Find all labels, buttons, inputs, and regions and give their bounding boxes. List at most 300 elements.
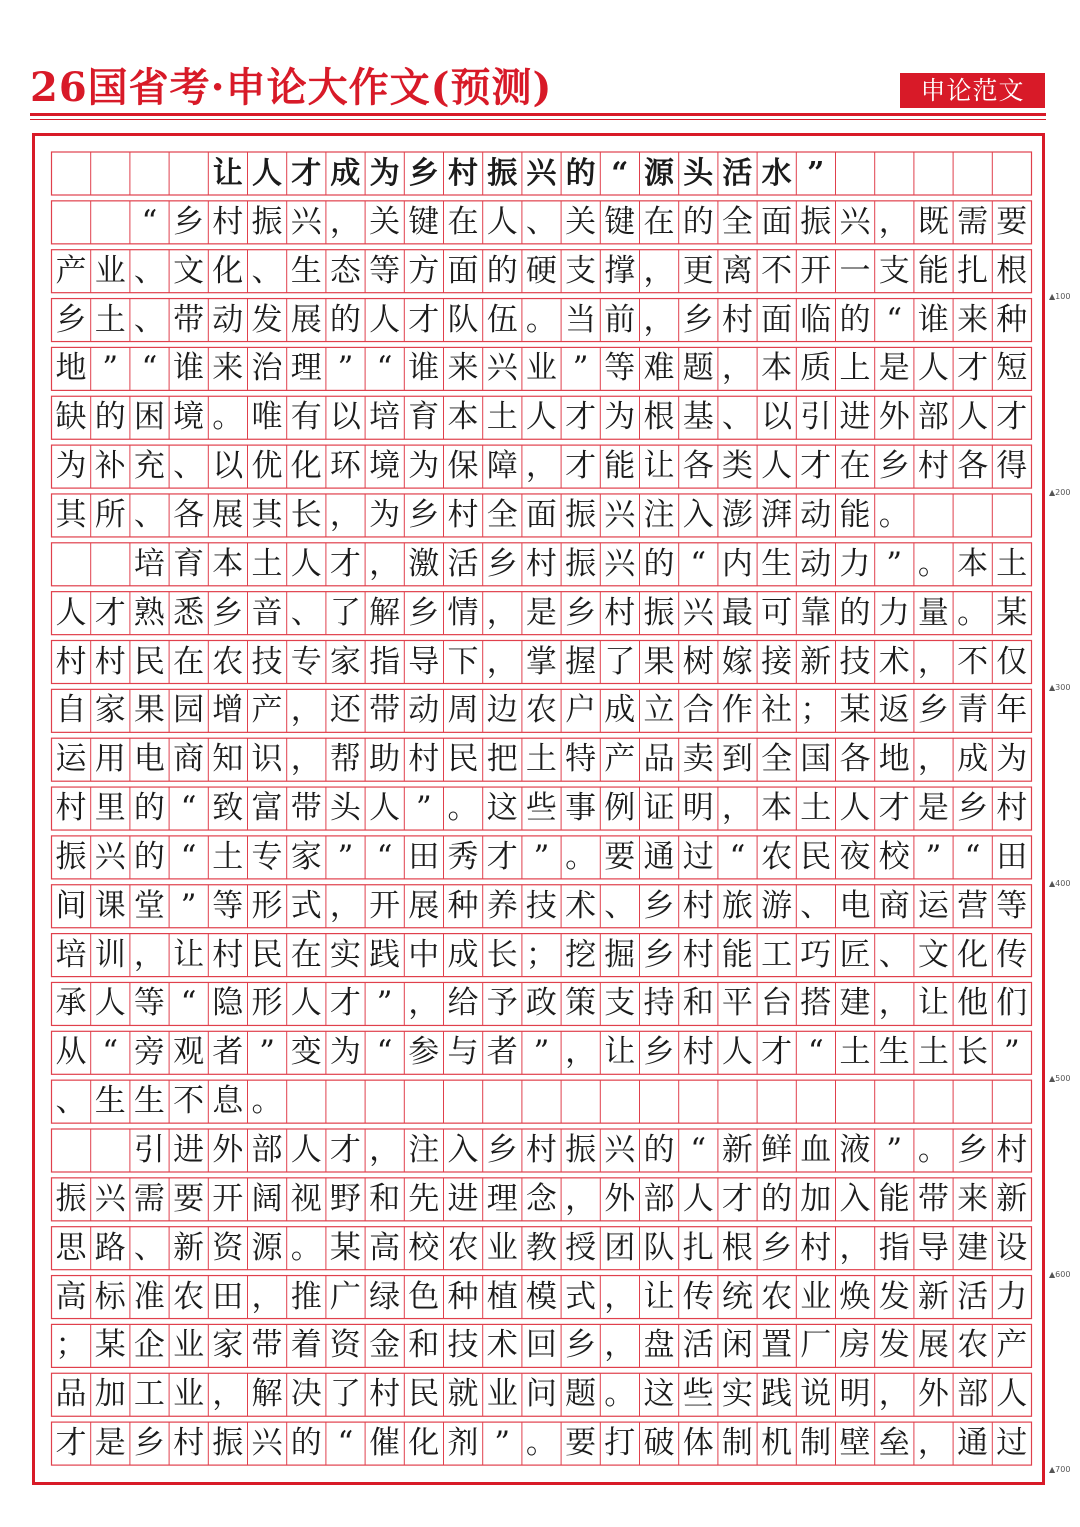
essay-char: 仅 bbox=[996, 643, 1028, 680]
essay-char: 统 bbox=[721, 1278, 753, 1315]
essay-char: 本 bbox=[212, 545, 244, 582]
essay-char: 外 bbox=[878, 399, 910, 436]
essay-char: 展 bbox=[212, 496, 244, 533]
essay-char: ” bbox=[180, 887, 197, 924]
essay-char: 村 bbox=[682, 1034, 714, 1071]
essay-char: 建 bbox=[839, 985, 871, 1022]
essay-char: “ bbox=[141, 203, 158, 240]
essay-char: 产 bbox=[996, 1327, 1028, 1364]
essay-char: 展 bbox=[290, 301, 322, 338]
essay-char: 。 bbox=[917, 545, 949, 582]
essay-char: 、 bbox=[525, 203, 557, 240]
essay-char: 引 bbox=[133, 1132, 165, 1168]
essay-char: 充 bbox=[133, 448, 165, 485]
essay-char: 振 bbox=[565, 496, 597, 533]
essay-char: 。 bbox=[525, 301, 557, 338]
essay-char: 为 bbox=[996, 741, 1028, 778]
essay-char: ” bbox=[572, 350, 589, 387]
essay-char: 、 bbox=[290, 594, 322, 631]
essay-char: 才 bbox=[957, 350, 989, 387]
essay-char: 和 bbox=[369, 1180, 401, 1217]
essay-char: 运 bbox=[917, 887, 949, 924]
essay-char: 为 bbox=[329, 1034, 361, 1071]
word-count-marker: ▲400 bbox=[1049, 878, 1071, 888]
essay-char: “ bbox=[337, 1425, 354, 1462]
essay-char: 根 bbox=[996, 252, 1028, 289]
essay-char: 乡 bbox=[133, 1425, 165, 1462]
essay-char: 下 bbox=[447, 643, 479, 680]
essay-char: 村 bbox=[800, 1229, 832, 1266]
essay-char: 乡 bbox=[682, 301, 714, 338]
essay-char: 说 bbox=[800, 1376, 832, 1413]
essay-char: 置 bbox=[761, 1327, 793, 1364]
essay-char: 发 bbox=[878, 1278, 910, 1315]
essay-char: 开 bbox=[369, 887, 401, 924]
essay-char: 匠 bbox=[839, 936, 871, 973]
essay-char: 先 bbox=[408, 1180, 440, 1217]
essay-char: 补 bbox=[94, 448, 126, 485]
essay-char: 策 bbox=[565, 985, 597, 1022]
essay-char: 村 bbox=[447, 496, 479, 533]
essay-char: 临 bbox=[800, 301, 832, 338]
essay-char: 不 bbox=[173, 1083, 205, 1120]
essay-char: 旅 bbox=[721, 887, 753, 924]
essay-char: 生 bbox=[290, 252, 322, 289]
essay-char: ， bbox=[290, 741, 322, 778]
essay-char: 本 bbox=[761, 790, 793, 827]
essay-char: 政 bbox=[525, 985, 557, 1022]
essay-char: 力 bbox=[996, 1278, 1028, 1315]
essay-char: 才 bbox=[329, 985, 361, 1022]
essay-char: 在 bbox=[643, 203, 675, 240]
essay-char: 、 bbox=[251, 252, 283, 289]
essay-char: 周 bbox=[447, 692, 479, 729]
essay-char: 需 bbox=[957, 203, 989, 240]
essay-char: 优 bbox=[251, 448, 283, 485]
essay-char: 焕 bbox=[839, 1278, 871, 1315]
essay-char: 悉 bbox=[173, 594, 205, 631]
essay-char: 来 bbox=[447, 350, 479, 387]
essay-char: 商 bbox=[878, 887, 910, 924]
essay-char: 问 bbox=[525, 1376, 557, 1413]
essay-char: 种 bbox=[996, 301, 1028, 338]
essay-char: 更 bbox=[682, 252, 714, 289]
essay-char: 育 bbox=[408, 399, 440, 436]
essay-char: 才 bbox=[486, 838, 518, 875]
essay-char: 兴 bbox=[94, 1180, 126, 1217]
essay-char: 业 bbox=[486, 1229, 518, 1266]
essay-char: 立 bbox=[643, 692, 675, 729]
essay-char: 通 bbox=[643, 838, 675, 875]
essay-char: 践 bbox=[761, 1376, 793, 1413]
essay-char: 识 bbox=[251, 741, 283, 778]
essay-char: 乡 bbox=[957, 790, 989, 827]
essay-char: 明 bbox=[839, 1376, 871, 1413]
essay-char: 能 bbox=[604, 448, 636, 485]
essay-char: 引 bbox=[800, 399, 832, 436]
essay-char: 变 bbox=[290, 1034, 322, 1071]
essay-char: 。 bbox=[447, 790, 479, 827]
essay-char: 新 bbox=[173, 1229, 205, 1266]
essay-char: 人 bbox=[996, 1376, 1028, 1413]
essay-char: 入 bbox=[839, 1180, 871, 1217]
essay-char: 绿 bbox=[369, 1278, 401, 1315]
essay-char: 业 bbox=[486, 1376, 518, 1413]
essay-char: 闲 bbox=[721, 1327, 753, 1364]
essay-char: 农 bbox=[957, 1327, 989, 1364]
essay-char: 思 bbox=[55, 1229, 87, 1266]
essay-char: 振 bbox=[251, 203, 283, 240]
essay-char: 村 bbox=[369, 1376, 401, 1413]
essay-char: 以 bbox=[212, 448, 244, 485]
essay-char: ” bbox=[533, 838, 550, 875]
essay-char: 乡 bbox=[212, 594, 244, 631]
essay-char: 兴 bbox=[682, 594, 714, 631]
essay-char: 堂 bbox=[133, 887, 165, 924]
essay-char: 熟 bbox=[133, 594, 165, 631]
essay-title-char: 村 bbox=[448, 156, 478, 191]
essay-char: 的 bbox=[329, 301, 361, 338]
essay-char: 需 bbox=[133, 1180, 165, 1217]
essay-char: 要 bbox=[604, 838, 636, 875]
essay-char: 治 bbox=[251, 350, 283, 387]
essay-char: ， bbox=[329, 887, 361, 924]
essay-char: 念 bbox=[525, 1180, 557, 1217]
essay-char: 把 bbox=[486, 741, 518, 778]
essay-title-char: 振 bbox=[487, 156, 518, 191]
essay-char: 的 bbox=[486, 252, 518, 289]
essay-char: 的 bbox=[290, 1425, 322, 1462]
essay-char: 产 bbox=[251, 692, 283, 729]
essay-char: 各 bbox=[173, 496, 205, 533]
essay-char: 青 bbox=[957, 692, 989, 729]
essay-char: ” bbox=[337, 350, 354, 387]
essay-char: 。 bbox=[604, 1376, 636, 1413]
essay-char: 课 bbox=[94, 887, 126, 924]
essay-char: 长 bbox=[486, 936, 518, 973]
essay-char: 式 bbox=[565, 1278, 597, 1315]
essay-char: ， bbox=[721, 350, 753, 387]
essay-char: 业 bbox=[173, 1327, 205, 1364]
essay-char: 人 bbox=[290, 985, 322, 1022]
essay-char: 。 bbox=[251, 1083, 283, 1120]
essay-char: 根 bbox=[721, 1229, 753, 1266]
essay-char: 过 bbox=[996, 1425, 1028, 1462]
essay-char: 村 bbox=[525, 1132, 557, 1168]
essay-char: 障 bbox=[486, 448, 518, 485]
essay-char: 帮 bbox=[329, 741, 361, 778]
essay-char: 工 bbox=[133, 1376, 165, 1413]
essay-char: 队 bbox=[643, 1229, 675, 1266]
essay-char: 助 bbox=[369, 741, 401, 778]
essay-char: ， bbox=[486, 594, 518, 631]
essay-char: 是 bbox=[525, 594, 557, 631]
essay-char: “ bbox=[141, 350, 158, 387]
essay-char: 是 bbox=[878, 350, 910, 387]
essay-char: 校 bbox=[408, 1229, 440, 1266]
essay-char: 激 bbox=[408, 545, 440, 582]
essay-char: 生 bbox=[133, 1083, 165, 1120]
essay-char: 乡 bbox=[878, 448, 910, 485]
essay-char: 硬 bbox=[525, 252, 557, 289]
essay-char: 传 bbox=[682, 1278, 714, 1315]
essay-char: 标 bbox=[94, 1278, 126, 1315]
essay-char: 乡 bbox=[643, 887, 675, 924]
essay-char: 面 bbox=[761, 301, 793, 338]
essay-char: 他 bbox=[957, 985, 989, 1022]
essay-char: 秀 bbox=[447, 838, 479, 875]
essay-char: 类 bbox=[721, 448, 753, 485]
essay-char: 键 bbox=[604, 203, 636, 240]
essay-char: ， bbox=[917, 643, 949, 680]
essay-char: 中 bbox=[408, 936, 440, 973]
essay-char: 土 bbox=[917, 1034, 949, 1071]
essay-char: 各 bbox=[682, 448, 714, 485]
essay-char: 乡 bbox=[408, 594, 440, 631]
essay-char: ” bbox=[925, 838, 942, 875]
essay-char: 业 bbox=[94, 252, 126, 289]
essay-char: 形 bbox=[251, 985, 283, 1022]
essay-char: 部 bbox=[643, 1180, 675, 1217]
essay-char: 全 bbox=[486, 496, 518, 533]
essay-char: ， bbox=[525, 448, 557, 485]
essay-char: 力 bbox=[839, 545, 871, 582]
essay-char: “ bbox=[102, 1034, 119, 1071]
essay-char: 搭 bbox=[800, 985, 832, 1022]
essay-char: 、 bbox=[604, 887, 636, 924]
essay-char: 上 bbox=[839, 350, 871, 387]
essay-char: 本 bbox=[761, 350, 793, 387]
essay-char: 前 bbox=[604, 301, 636, 338]
essay-char: 就 bbox=[447, 1376, 479, 1413]
essay-char: 能 bbox=[721, 936, 753, 973]
essay-char: 电 bbox=[133, 741, 165, 778]
essay-char: 音 bbox=[251, 594, 283, 631]
essay-char: 乡 bbox=[55, 301, 87, 338]
essay-char: “ bbox=[376, 838, 393, 875]
essay-title-char: 水 bbox=[761, 156, 792, 191]
essay-char: 的 bbox=[643, 545, 675, 582]
essay-char: 带 bbox=[251, 1327, 283, 1364]
essay-char: 境 bbox=[173, 399, 205, 436]
essay-char: 房 bbox=[839, 1327, 871, 1364]
essay-char: ， bbox=[212, 1376, 244, 1413]
essay-char: 人 bbox=[290, 1132, 322, 1168]
essay-char: 技 bbox=[525, 887, 557, 924]
essay-char: 外 bbox=[917, 1376, 949, 1413]
essay-char: 进 bbox=[173, 1132, 205, 1168]
essay-char: 进 bbox=[447, 1180, 479, 1217]
essay-char: 高 bbox=[55, 1278, 87, 1315]
essay-char: 靠 bbox=[800, 594, 832, 631]
essay-char: 谁 bbox=[173, 350, 205, 387]
essay-char: 部 bbox=[251, 1132, 283, 1168]
essay-char: 式 bbox=[290, 887, 322, 924]
essay-char: 鲜 bbox=[761, 1132, 793, 1168]
essay-char: 。 bbox=[290, 1229, 322, 1266]
essay-char: 来 bbox=[957, 1180, 989, 1217]
essay-char: 乡 bbox=[486, 1132, 518, 1168]
essay-char: 振 bbox=[643, 594, 675, 631]
essay-char: 农 bbox=[761, 1278, 793, 1315]
essay-char: 给 bbox=[447, 985, 479, 1022]
essay-char: 村 bbox=[408, 741, 440, 778]
word-count-marker: ▲300 bbox=[1049, 683, 1071, 692]
essay-char: 文 bbox=[173, 252, 205, 289]
page-title: 26国省考·申论大作文(预测) bbox=[30, 64, 553, 111]
essay-title-char: 才 bbox=[291, 156, 322, 191]
essay-char: 保 bbox=[447, 448, 479, 485]
essay-char: 村 bbox=[212, 936, 244, 973]
essay-char: 、 bbox=[878, 936, 910, 973]
essay-title-char: 成 bbox=[330, 156, 361, 191]
essay-char: 液 bbox=[839, 1132, 871, 1168]
essay-char: 解 bbox=[369, 594, 401, 631]
essay-char: “ bbox=[964, 838, 981, 875]
essay-char: 的 bbox=[133, 838, 165, 875]
essay-char: 民 bbox=[251, 936, 283, 973]
essay-char: 着 bbox=[290, 1327, 322, 1364]
essay-char: 动 bbox=[800, 496, 832, 533]
essay-char: 指 bbox=[878, 1229, 910, 1266]
essay-char: 训 bbox=[94, 936, 126, 973]
essay-char: 校 bbox=[878, 838, 910, 875]
essay-char: 兴 bbox=[94, 838, 126, 875]
essay-char: 体 bbox=[682, 1425, 714, 1462]
essay-char: 才 bbox=[761, 1034, 793, 1071]
essay-char: 些 bbox=[682, 1376, 714, 1413]
essay-char: “ bbox=[376, 1034, 393, 1071]
essay-char: ， bbox=[329, 496, 361, 533]
essay-char: 化 bbox=[290, 448, 322, 485]
essay-char: 头 bbox=[329, 790, 361, 827]
essay-char: ， bbox=[369, 545, 401, 582]
essay-char: 是 bbox=[94, 1425, 126, 1462]
essay-char: 乡 bbox=[643, 936, 675, 973]
essay-char: 、 bbox=[133, 1229, 165, 1266]
essay-char: 推 bbox=[290, 1278, 322, 1315]
essay-char: ” bbox=[533, 1034, 550, 1071]
essay-char: 关 bbox=[369, 203, 401, 240]
essay-char: 源 bbox=[251, 1229, 283, 1266]
essay-char: 产 bbox=[55, 252, 87, 289]
essay-char: 部 bbox=[917, 399, 949, 436]
essay-char: 进 bbox=[839, 399, 871, 436]
essay-char: 术 bbox=[878, 643, 910, 680]
essay-char: 特 bbox=[565, 741, 597, 778]
essay-char: 的 bbox=[839, 301, 871, 338]
essay-char: 商 bbox=[173, 741, 205, 778]
essay-char: 要 bbox=[996, 203, 1028, 240]
essay-char: 兴 bbox=[604, 1132, 636, 1168]
essay-char: ” bbox=[102, 350, 119, 387]
essay-char: 一 bbox=[839, 252, 871, 289]
essay-char: ， bbox=[565, 1034, 597, 1071]
essay-char: 解 bbox=[251, 1376, 283, 1413]
essay-char: 民 bbox=[408, 1376, 440, 1413]
essay-char: 才 bbox=[800, 448, 832, 485]
essay-char: 化 bbox=[408, 1425, 440, 1462]
essay-char: 情 bbox=[447, 594, 479, 631]
essay-char: 带 bbox=[173, 301, 205, 338]
essay-char: 种 bbox=[447, 887, 479, 924]
essay-char: 缺 bbox=[55, 399, 87, 436]
essay-char: 才 bbox=[329, 545, 361, 582]
essay-char: 些 bbox=[525, 790, 557, 827]
essay-char: “ bbox=[729, 838, 746, 875]
essay-char: 还 bbox=[329, 692, 361, 729]
essay-char: 活 bbox=[957, 1278, 989, 1315]
essay-char: 各 bbox=[957, 448, 989, 485]
essay-char: 新 bbox=[800, 643, 832, 680]
essay-char: 资 bbox=[212, 1229, 244, 1266]
essay-char: 民 bbox=[133, 643, 165, 680]
essay-char: 乡 bbox=[565, 1327, 597, 1364]
essay-char: 理 bbox=[486, 1180, 518, 1217]
essay-char: ； bbox=[525, 936, 557, 973]
essay-title-char: 兴 bbox=[526, 156, 557, 191]
essay-char: 乡 bbox=[408, 496, 440, 533]
essay-char: “ bbox=[690, 1132, 707, 1168]
essay-char: 了 bbox=[604, 643, 636, 680]
essay-char: “ bbox=[690, 545, 707, 582]
essay-char: 理 bbox=[290, 350, 322, 387]
essay-char: ， bbox=[604, 1278, 636, 1315]
essay-char: 制 bbox=[800, 1425, 832, 1462]
essay-char: ， bbox=[643, 301, 675, 338]
essay-char: 等 bbox=[604, 350, 636, 387]
essay-char: 产 bbox=[604, 741, 636, 778]
essay-char: 社 bbox=[761, 692, 793, 729]
essay-char: 兴 bbox=[290, 203, 322, 240]
essay-char: 、 bbox=[55, 1083, 87, 1120]
essay-char: 夜 bbox=[839, 838, 871, 875]
essay-char: 人 bbox=[917, 350, 949, 387]
essay-char: 全 bbox=[721, 203, 753, 240]
essay-char: 果 bbox=[133, 692, 165, 729]
essay-char: 化 bbox=[957, 936, 989, 973]
essay-char: 才 bbox=[721, 1180, 753, 1217]
essay-char: 间 bbox=[55, 887, 87, 924]
essay-char: 短 bbox=[996, 350, 1028, 387]
essay-char: 民 bbox=[447, 741, 479, 778]
essay-char: ， bbox=[604, 1327, 636, 1364]
essay-char: 生 bbox=[761, 545, 793, 582]
essay-char: 业 bbox=[173, 1376, 205, 1413]
essay-char: 卖 bbox=[682, 741, 714, 778]
essay-char: 才 bbox=[94, 594, 126, 631]
essay-char: ， bbox=[486, 643, 518, 680]
essay-char: 教 bbox=[525, 1229, 557, 1266]
essay-char: 既 bbox=[917, 203, 949, 240]
essay-char: ， bbox=[251, 1278, 283, 1315]
essay-char: 土 bbox=[800, 790, 832, 827]
essay-char: 嫁 bbox=[721, 643, 753, 680]
essay-char: 在 bbox=[173, 643, 205, 680]
essay-char: 实 bbox=[721, 1376, 753, 1413]
essay-char: 村 bbox=[996, 1132, 1028, 1168]
essay-char: 扎 bbox=[682, 1229, 714, 1266]
essay-char: 为 bbox=[369, 496, 401, 533]
essay-char: 家 bbox=[290, 838, 322, 875]
essay-char: ， bbox=[721, 790, 753, 827]
essay-char: 村 bbox=[721, 301, 753, 338]
essay-char: 事 bbox=[565, 790, 597, 827]
essay-char: ； bbox=[55, 1327, 87, 1364]
essay-char: 开 bbox=[800, 252, 832, 289]
essay-char: 的 bbox=[682, 203, 714, 240]
essay-char: 扎 bbox=[957, 252, 989, 289]
